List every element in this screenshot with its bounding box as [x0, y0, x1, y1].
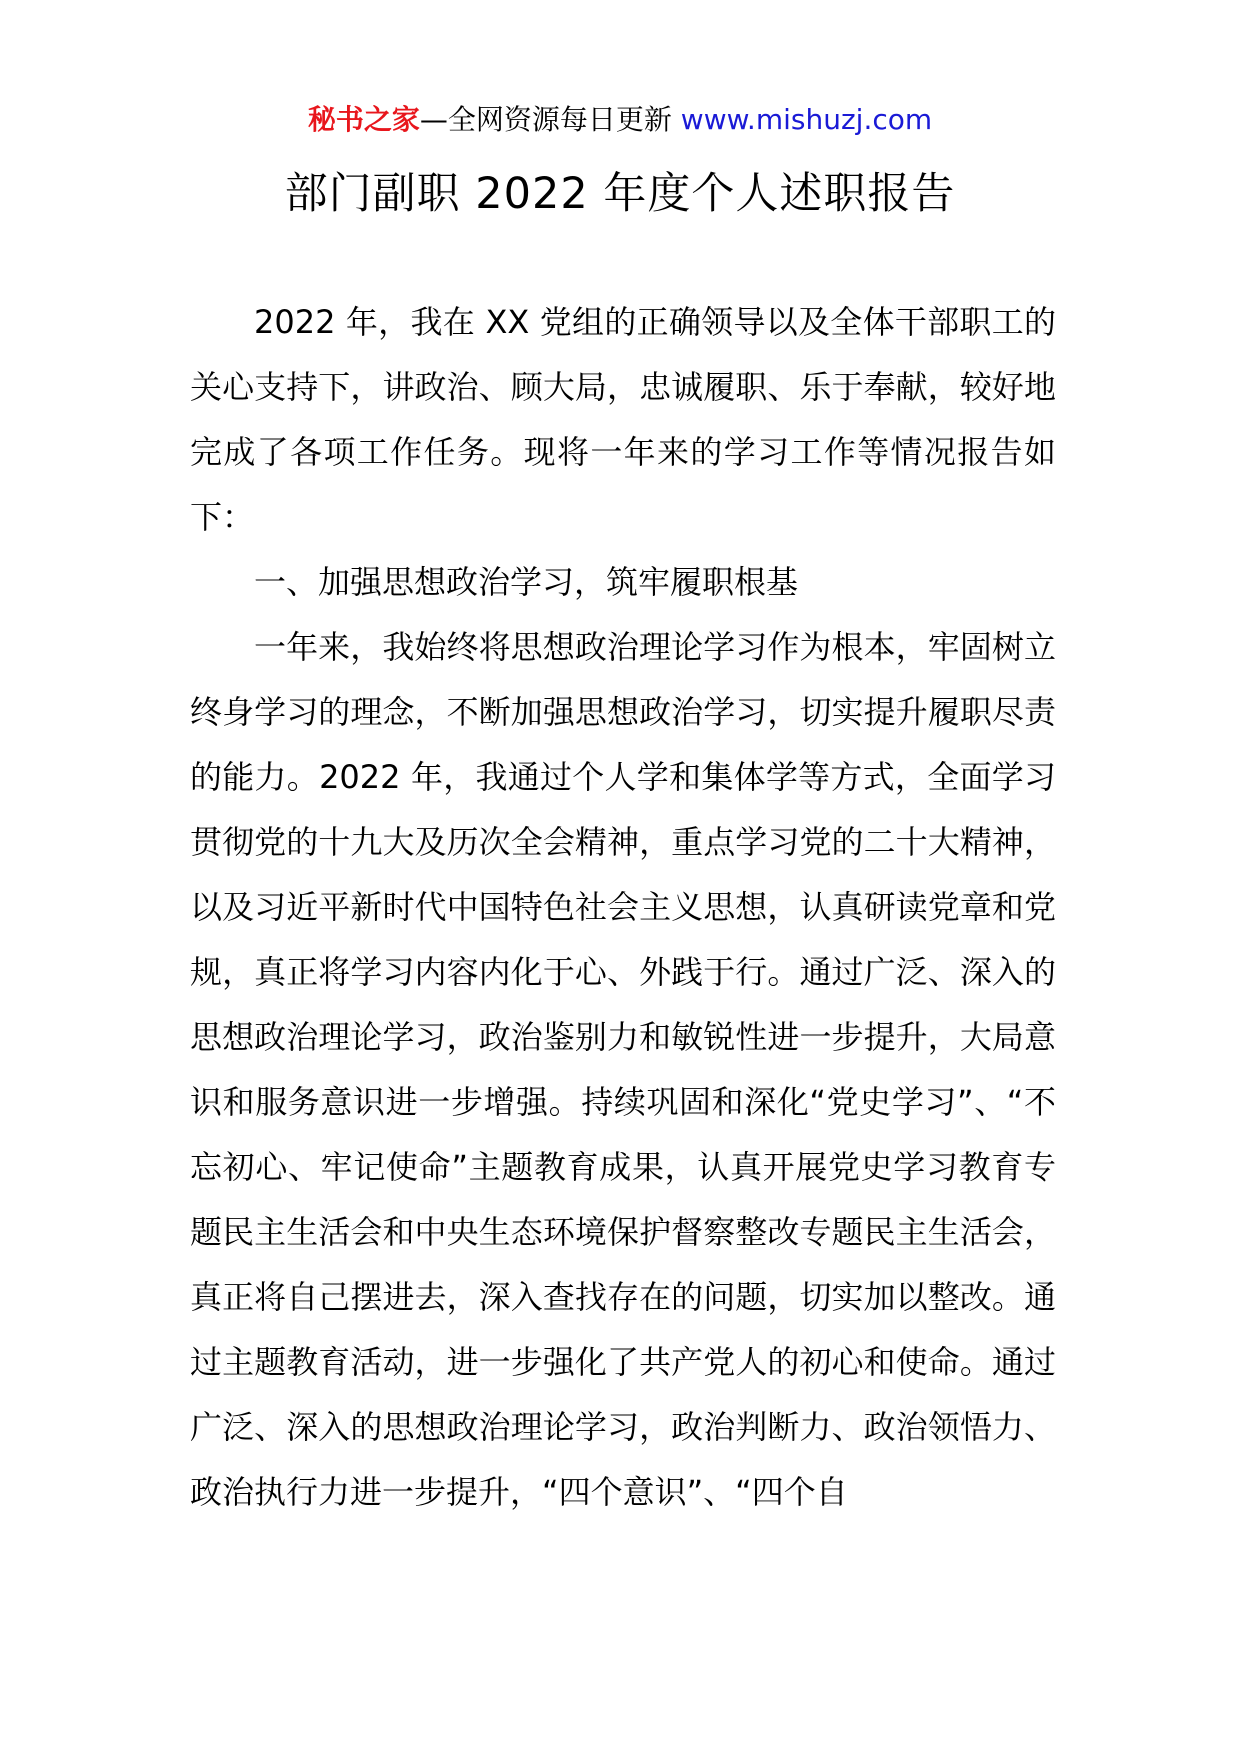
document-body	[190, 290, 1056, 1525]
document-title: 部门副职 2022 年度个人述职报告	[284, 169, 956, 219]
header-slogan: —全网资源每日更新	[419, 103, 672, 136]
brand-name: 秘书之家	[307, 103, 420, 136]
site-url-link[interactable]: www.mishuzj.com	[680, 103, 933, 136]
section-heading-1: 一、加强思想政治学习，筑牢履职根基	[254, 563, 799, 601]
section-1-paragraph: 一年来，我始终将思想政治理论学习作为根本，牢固树立终身学习的理念，不断加强思想政治学习，切实提升履职尽责的能力。2022 年，我通过个人学和集体学等方式，全面学习贯彻党的十九大及历次全会精神，重点学习党的二十大精神，以及习近平新时代中国特色社会主义思想，认真研读党章和党规，真正将学习内容内化于心、外践于行。通过广泛、深入的思想政治理论学习，政治鉴别力和敏锐性进一步提升，大局意识和服务意识进一步增强。持续巩固和深化“党史学习”、“不忘初心、牢记使命”主题教育成果，认真开展党史学习教育专题民主生活会和中央生态环境保护督察整改专题民主生活会，真正将自己摆进去，深入查找存在的问题，切实加以整改。通过主题教育活动，进一步强化了共产党人的初心和使命。通过广泛、深入的思想政治理论学习，政治判断力、政治领悟力、政治执行力进一步提升，“四个意识”、“四个自	[190, 628, 1056, 1511]
site-header	[0, 100, 1240, 140]
intro-paragraph: 2022 年，我在 XX 党组的正确领导以及全体干部职工的关心支持下，讲政治、顾大局，忠诚履职、乐于奉献，较好地完成了各项工作任务。现将一年来的学习工作等情况报告如下：	[190, 303, 1056, 536]
